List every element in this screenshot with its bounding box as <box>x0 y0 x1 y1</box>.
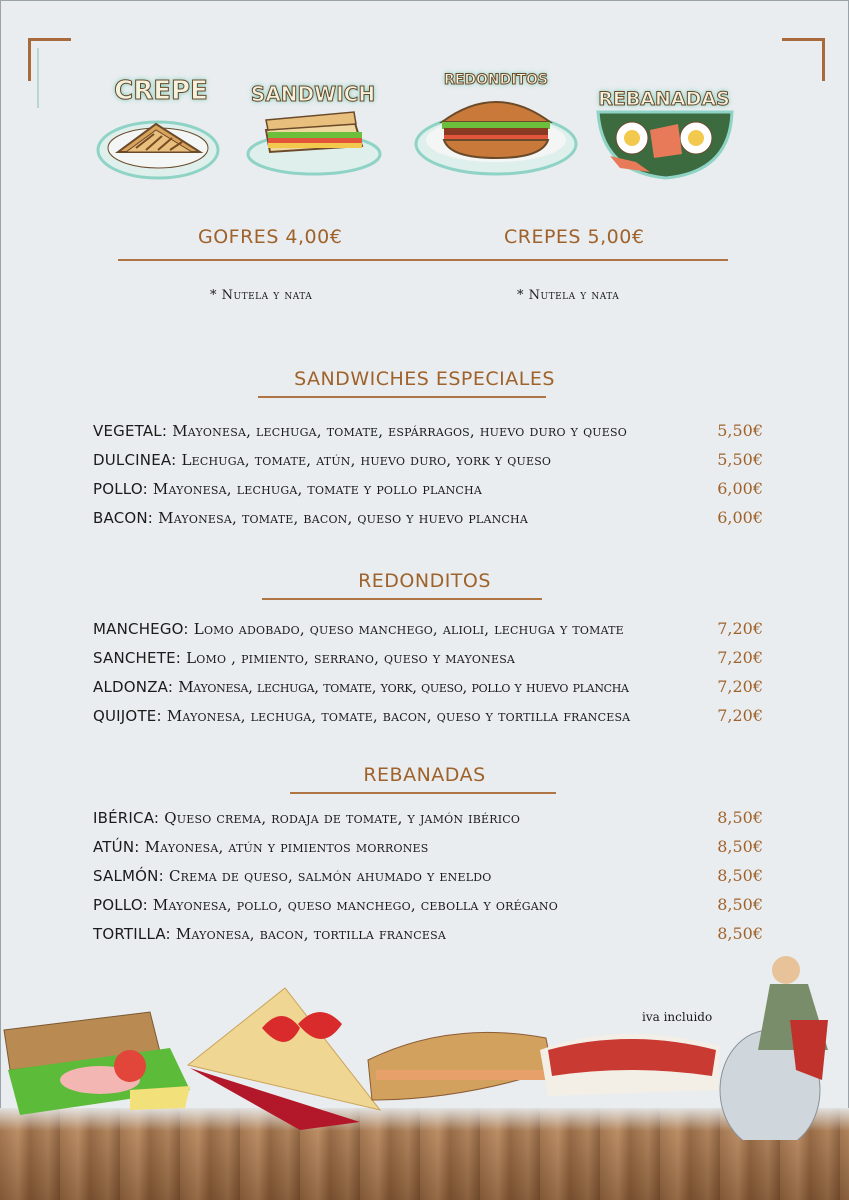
item-price: 7,20€ <box>717 648 763 667</box>
sandwiches-divider <box>258 396 546 398</box>
item-description: Lomo , pimiento, serrano, queso y mayonesa <box>186 649 516 667</box>
sandwiches-section-title: SANDWICHES ESPECIALES <box>294 368 555 390</box>
sandwich-photo <box>4 1012 190 1115</box>
rebanadas-section-title: REBANADAS <box>363 764 486 786</box>
item-name: SALMÓN: <box>93 867 164 885</box>
menu-item <box>93 706 763 730</box>
item-price: 6,00€ <box>717 479 763 498</box>
item-description: Mayonesa, lechuga, tomate, espárragos, huevo duro y queso <box>172 422 627 440</box>
item-name: ALDONZA: <box>93 678 174 696</box>
crepe-logo-label: CREPE <box>114 76 208 106</box>
menu-item <box>93 866 763 890</box>
menu-item <box>93 895 763 919</box>
item-price: 8,50€ <box>717 866 763 885</box>
item-description: Mayonesa, pollo, queso manchego, cebolla y orégano <box>152 896 558 914</box>
rebanadas-logo <box>590 82 738 182</box>
food-illustration-band <box>0 940 849 1140</box>
item-name: SANCHETE: <box>93 649 182 667</box>
rebanadas-logo-label: REBANADAS <box>598 88 730 110</box>
item-price: 7,20€ <box>717 706 763 725</box>
ham-toast-photo <box>540 1034 720 1096</box>
item-name: MANCHEGO: <box>93 620 189 638</box>
item-price: 7,20€ <box>717 677 763 696</box>
dessert-divider <box>118 259 728 261</box>
item-description: Queso crema, rodaja de tomate, y jamón ibérico <box>164 809 521 827</box>
item-price: 8,50€ <box>717 808 763 827</box>
menu-item <box>93 508 763 532</box>
item-description: Mayonesa, lechuga, tomate y pollo plancha <box>152 480 482 498</box>
sandwich-logo <box>244 80 382 180</box>
menu-item <box>93 479 763 503</box>
gofres-note: * Nutela y nata <box>210 288 313 303</box>
tax-note: iva incluido <box>642 1010 713 1024</box>
crepes-price: CREPES 5,00€ <box>504 226 645 248</box>
redonditos-logo <box>412 66 580 178</box>
item-price: 5,50€ <box>717 421 763 440</box>
item-name: QUIJOTE: <box>93 707 162 725</box>
menu-item <box>93 837 763 861</box>
don-quijote-figure <box>720 956 828 1140</box>
item-name: DULCINEA: <box>93 451 177 469</box>
menu-item <box>93 648 763 672</box>
item-description: Lechuga, tomate, atún, huevo duro, york y queso <box>181 451 552 469</box>
gofres-price: GOFRES 4,00€ <box>198 226 343 248</box>
item-description: Lomo adobado, queso manchego, alioli, lechuga y tomate <box>193 620 624 638</box>
menu-item <box>93 808 763 832</box>
item-price: 5,50€ <box>717 450 763 469</box>
item-price: 8,50€ <box>717 837 763 856</box>
redonditos-logo-label: REDONDITOS <box>444 72 548 88</box>
menu-item <box>93 619 763 643</box>
item-price: 7,20€ <box>717 619 763 638</box>
item-description: Mayonesa, tomate, bacon, queso y huevo plancha <box>158 509 528 527</box>
crepe-logo <box>96 72 226 182</box>
item-description: Mayonesa, atún y pimientos morrones <box>144 838 429 856</box>
item-description: Mayonesa, lechuga, tomate, york, queso, pollo y huevo plancha <box>178 678 629 696</box>
corner-accent-right <box>812 48 849 108</box>
baguette-photo <box>368 1032 552 1100</box>
item-name: TORTILLA: <box>93 925 171 943</box>
crepes-note: * Nutela y nata <box>517 288 620 303</box>
redonditos-section-title: REDONDITOS <box>358 570 491 592</box>
item-price: 6,00€ <box>717 508 763 527</box>
item-name: IBÉRICA: <box>93 809 160 827</box>
menu-item <box>93 450 763 474</box>
item-name: ATÚN: <box>93 838 140 856</box>
redonditos-divider <box>262 598 542 600</box>
corner-accent-left <box>37 48 79 108</box>
item-name: POLLO: <box>93 896 148 914</box>
item-price: 8,50€ <box>717 895 763 914</box>
item-description: Mayonesa, bacon, tortilla francesa <box>175 925 446 943</box>
dessert-header <box>118 226 728 260</box>
rebanadas-divider <box>290 792 556 794</box>
item-price: 8,50€ <box>717 924 763 943</box>
menu-item <box>93 421 763 445</box>
item-name: POLLO: <box>93 480 148 498</box>
item-name: BACON: <box>93 509 154 527</box>
crepe-photo <box>188 988 380 1130</box>
item-description: Crema de queso, salmón ahumado y eneldo <box>168 867 492 885</box>
sandwich-logo-label: SANDWICH <box>250 82 376 106</box>
item-description: Mayonesa, lechuga, tomate, bacon, queso y tortilla francesa <box>166 707 631 725</box>
item-name: VEGETAL: <box>93 422 168 440</box>
menu-item <box>93 677 763 701</box>
